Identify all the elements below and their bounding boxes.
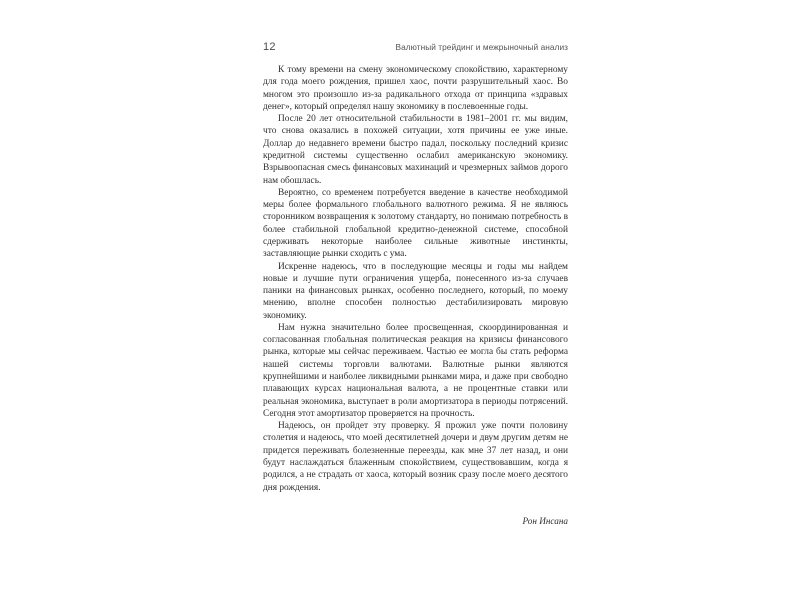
- paragraph: Надеюсь, он пройдет эту проверку. Я прожил уже почти половину столетия и надеюсь, что моей десятилетней дочери и двум другим детям не придется переживать болезненные переезды, как мне 37 лет назад, и они будут наслаждаться блаженным спокойствием, существовавшим, когда я родился, а не страдать от хаоса, который возник сразу после моего десятого дня рождения.: [263, 421, 568, 493]
- paragraph: К тому времени на смену экономическому спокойствию, характерному для года моего рождения, пришел хаос, почти разрушительный хаос. Во многом это произошло из-за радикального отхода от принципа «здравых денег», который определял нашу экономику в послевоенные годы.: [263, 65, 568, 112]
- running-head: [263, 41, 568, 55]
- paragraph: После 20 лет относительной стабильности в 1981–2001 гг. мы видим, что снова оказались в похожей ситуации, хотя причины ее уже иные. Доллар до недавнего времени быстро падал, поскольку последний кризис кредитной системы существенно ослабил американскую экономику. Взрывоопасная смесь финансовых махинаций и чрезмерных займов дорого нам обошлась.: [263, 114, 568, 186]
- paragraph: Вероятно, со временем потребуется введение в качестве необходимой меры более формального глобального валютного режима. Я не являюсь сторонником возвращения к золотому стандарту, но понимаю потребность в более стабильной глобальной кредитно-денежной системе, способной сдерживать некоторые наиболее сильные животные инстинкты, заставляющие рынки сходить с ума.: [263, 187, 568, 260]
- body-text-block: [263, 64, 568, 527]
- paragraph: Искренне надеюсь, что в последующие месяцы и годы мы найдем новые и лучшие пути ограничения ущерба, понесенного из-за случаев паники на финансовых рынках, особенно последнего, который, по моему мнению, вполне способен полностью дестабилизировать мировую экономику.: [263, 261, 568, 321]
- paragraph: Нам нужна значительно более просвещенная, скоординированная и согласованная глобальная политическая реакция на кризисы финансового рынка, которые мы сейчас переживаем. Частью ее могла бы стать реформа нашей системы торговли валютами. Валютные рынки являются крупнейшими и наиболее ликвидными рынками мира, и даже при свободно плавающих курсах национальная валюта, а не процентные ставки или реальная экономика, выступает в роли амортизатора в периоды потрясений. Сегодня этот амортизатор проверяется на прочность.: [263, 322, 568, 419]
- page-number: 12: [263, 41, 276, 53]
- book-title: Валютный трейдинг и межрыночный анализ: [395, 42, 568, 52]
- author-signature: Рон Инсана: [522, 515, 568, 526]
